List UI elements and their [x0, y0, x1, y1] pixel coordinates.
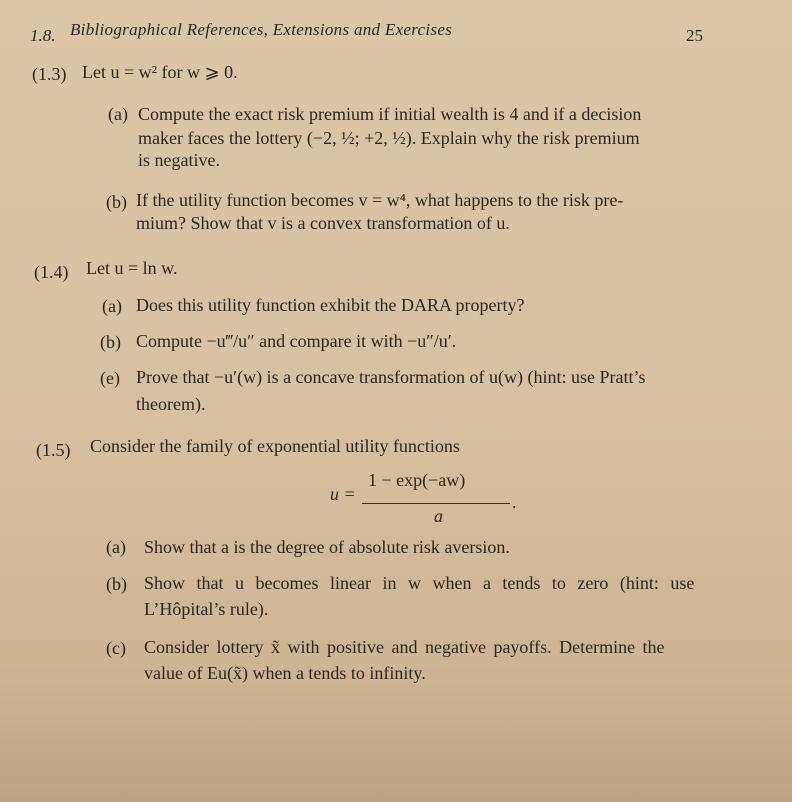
exercise-intro: Let u = ln w.	[86, 258, 178, 278]
part-text: value of Eu(x̃) when a tends to infinity.	[144, 663, 426, 683]
part-text: L’Hôpital’s rule).	[144, 599, 269, 619]
part-label: (b)	[106, 574, 127, 594]
part-label: (b)	[100, 332, 121, 352]
part-text: Does this utility function exhibit the DARA property?	[136, 295, 525, 315]
part-text: Consider lottery x̃ with positive and negative payoffs. Determine the	[144, 637, 665, 657]
part-text: mium? Show that v is a convex transformation of u.	[136, 213, 510, 233]
part-text: theorem).	[136, 394, 206, 414]
formula-numerator: 1 − exp(−aw)	[368, 470, 466, 490]
page-number: 25	[686, 26, 703, 45]
part-text: Prove that −u′(w) is a concave transformation of u(w) (hint: use Pratt’s	[136, 367, 646, 387]
part-text: Show that u becomes linear in w when a tends to zero (hint: use	[144, 573, 695, 593]
part-text: maker faces the lottery (−2, ½; +2, ½). Explain why the risk premium	[138, 128, 640, 148]
part-label: (e)	[100, 368, 120, 388]
part-text: Compute the exact risk premium if initial wealth is 4 and if a decision	[138, 104, 642, 124]
exercise-intro: Consider the family of exponential utility functions	[90, 436, 460, 456]
fraction-bar	[362, 503, 510, 504]
exercise-number: (1.3)	[32, 64, 67, 84]
formula-lhs: u =	[330, 484, 356, 504]
part-label: (c)	[106, 638, 126, 658]
formula-denominator: a	[434, 506, 443, 526]
part-text: Compute −u‴/u″ and compare it with −u″/u′.	[136, 331, 457, 351]
part-text: is negative.	[138, 150, 220, 170]
part-label: (b)	[106, 192, 127, 212]
section-number: 1.8.	[30, 26, 56, 45]
exercise-number: (1.5)	[36, 440, 71, 460]
part-text: If the utility function becomes v = w⁴, what happens to the risk pre-	[136, 190, 624, 210]
exercise-number: (1.4)	[34, 262, 69, 282]
running-title: Bibliographical References, Extensions and Exercises	[70, 20, 453, 39]
exercise-intro: Let u = w² for w ⩾ 0.	[82, 62, 238, 82]
formula-trail: .	[512, 492, 517, 512]
part-label: (a)	[102, 296, 122, 316]
part-text: Show that a is the degree of absolute risk aversion.	[144, 537, 510, 557]
part-label: (a)	[108, 104, 128, 124]
part-label: (a)	[106, 537, 126, 557]
